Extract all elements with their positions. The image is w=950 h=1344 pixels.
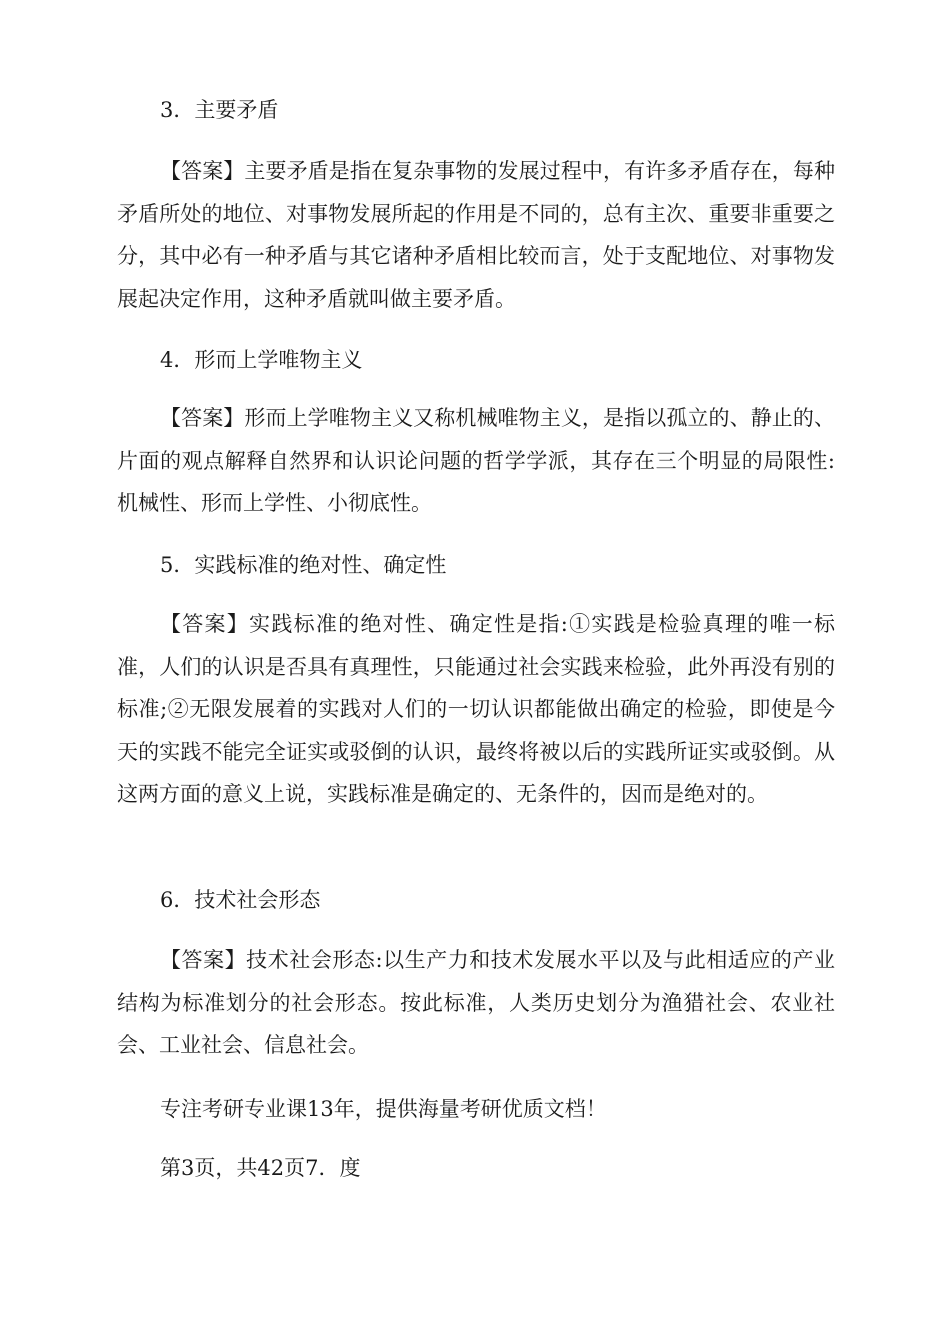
section-heading-6: 6．技术社会形态 bbox=[160, 888, 321, 912]
section-heading-4: 4．形而上学唯物主义 bbox=[160, 348, 363, 372]
section-answer-6: 【答案】技术社会形态:以生产力和技术发展水平以及与此相适应的产业结构为标准划分的社会形态。按此标准，人类历史划分为渔猎社会、农业社会、工业社会、信息社会。 bbox=[117, 948, 835, 1057]
section-answer-5: 【答案】实践标准的绝对性、确定性是指:①实践是检验真理的唯一标准，人们的认识是否具有真理性，只能通过社会实践来检验，此外再没有别的标准;②无限发展着的实践对人们的一切认识都能做出确定的检验，即使是今天的实践不能完全证实或驳倒的认识，最终将被以后的实践所证实或驳倒。从这两方面的意义上说，实践标准是确定的、无条件的，因而是绝对的。 bbox=[117, 612, 835, 806]
section-heading-3: 3．主要矛盾 bbox=[160, 98, 279, 122]
section-answer-3: 【答案】主要矛盾是指在复杂事物的发展过程中，有许多矛盾存在，每种矛盾所处的地位、对事物发展所起的作用是不同的，总有主次、重要非重要之分，其中必有一种矛盾与其它诸种矛盾相比较而言，处于支配地位、对事物发展起决定作用，这种矛盾就叫做主要矛盾。 bbox=[117, 159, 835, 311]
section-answer-4: 【答案】形而上学唯物主义又称机械唯物主义，是指以孤立的、静止的、片面的观点解释自然界和认识论问题的哲学学派，其存在三个明显的局限性:机械性、形而上学性、小彻底性。 bbox=[117, 406, 835, 515]
footer-slogan: 专注考研专业课13年，提供海量考研优质文档！ bbox=[160, 1097, 607, 1121]
footer-page-info: 第3页，共42页7．度 bbox=[160, 1156, 361, 1180]
section-heading-5: 5．实践标准的绝对性、确定性 bbox=[160, 553, 447, 577]
